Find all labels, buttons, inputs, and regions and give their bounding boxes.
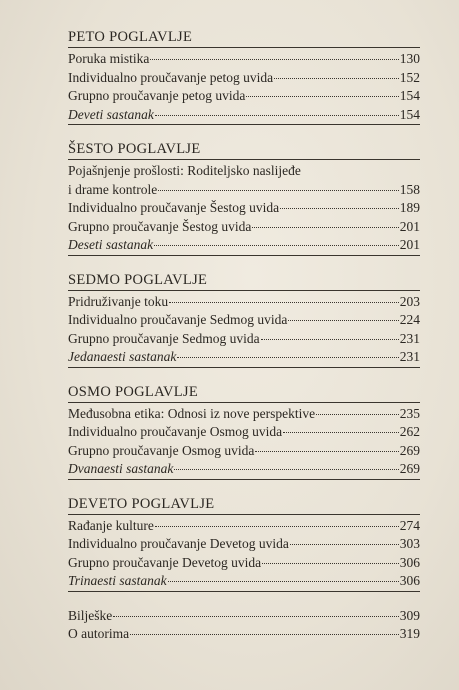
dot-leader — [283, 432, 399, 433]
toc-entry-page: 309 — [399, 607, 420, 623]
dot-leader — [255, 451, 398, 452]
dot-leader — [290, 544, 399, 545]
toc-entry-title: Individualno proučavanje Sedmog uvida — [68, 312, 288, 327]
dot-leader — [154, 245, 399, 246]
toc-entry-title: Grupno proučavanje petog uvida — [68, 88, 246, 103]
toc-entry-title: Grupno proučavanje Devetog uvida — [68, 554, 262, 570]
toc-entry-page: 306 — [399, 554, 420, 570]
chapter-section — [68, 28, 420, 125]
toc-entry-title: i drame kontrole — [68, 181, 158, 197]
toc-entry-page: 130 — [399, 51, 420, 66]
toc-entry-title: Individualno proučavanje Devetog uvida — [68, 536, 289, 551]
toc-entry-title: Bilješke — [68, 607, 113, 623]
chapter-heading: OSMO POGLAVLJE — [68, 383, 420, 403]
toc-meeting-entry — [68, 236, 420, 256]
toc-entry-page: 189 — [399, 200, 420, 215]
chapter-heading: DEVETO POGLAVLJE — [68, 495, 420, 515]
toc-meeting-entry — [68, 572, 420, 592]
dot-leader — [274, 78, 399, 79]
toc-entry-page: 201 — [399, 218, 420, 234]
dot-leader — [113, 616, 399, 617]
toc-entry — [68, 330, 420, 349]
toc-entry-page: 262 — [399, 424, 420, 439]
chapter-section — [68, 495, 420, 592]
toc-entry-title: Grupno proučavanje Sedmog uvida — [68, 330, 260, 346]
toc-entry-title: O autorima — [68, 626, 130, 641]
toc-entry-page: 319 — [399, 626, 420, 641]
toc-entry — [68, 535, 420, 554]
toc-entry-title: Dvanaesti sastanak — [68, 461, 174, 476]
dot-leader — [261, 339, 399, 340]
chapter-heading: ŠESTO POGLAVLJE — [68, 140, 420, 160]
toc-entry-page: 154 — [399, 106, 420, 122]
toc-entry-title: Individualno proučavanje Šestog uvida — [68, 200, 280, 215]
dot-leader — [280, 208, 399, 209]
dot-leader — [316, 414, 399, 415]
toc-entry-title: Jedanaesti sastanak — [68, 349, 177, 364]
dot-leader — [252, 227, 398, 228]
toc-entry — [68, 625, 420, 644]
toc-meeting-entry — [68, 106, 420, 126]
dot-leader — [150, 59, 398, 60]
chapter-section — [68, 383, 420, 480]
toc-entry-page: 269 — [399, 442, 420, 458]
toc-entry — [68, 50, 420, 69]
dot-leader — [288, 320, 398, 321]
toc-entry — [68, 69, 420, 88]
toc-entry-title: Pojašnjenje prošlosti: Roditeljsko naslijeđe — [68, 163, 301, 178]
toc-entry — [68, 181, 420, 200]
toc-entry-title: Pridruživanje toku — [68, 293, 169, 309]
toc-entry-title: Međusobna etika: Odnosi iz nove perspektive — [68, 405, 316, 421]
toc-entry — [68, 517, 420, 536]
toc-entry-page: 203 — [399, 293, 420, 309]
dot-leader — [262, 563, 399, 564]
dot-leader — [168, 581, 399, 582]
toc-entry-title: Poruka mistika — [68, 51, 150, 66]
toc-entry-title: Deseti sastanak — [68, 237, 154, 252]
toc-entry-page: 158 — [399, 181, 420, 197]
toc-entry — [68, 87, 420, 106]
toc-entry-page: 303 — [399, 536, 420, 551]
toc-entry — [68, 405, 420, 424]
toc-entry — [68, 199, 420, 218]
toc-entry-page: 201 — [399, 237, 420, 252]
toc-entry-title: Deveti sastanak — [68, 106, 154, 122]
toc-entry-page: 154 — [399, 88, 420, 103]
dot-leader — [174, 469, 398, 470]
toc-meeting-entry — [68, 460, 420, 480]
toc-entry-line — [68, 162, 420, 181]
chapter-section — [68, 140, 420, 256]
toc-entry-title: Rađanje kulture — [68, 517, 154, 533]
toc-entry-page: 224 — [399, 312, 420, 327]
table-of-contents — [68, 28, 420, 659]
toc-entry-page: 152 — [399, 69, 420, 85]
dot-leader — [155, 115, 399, 116]
toc-entry-title: Trinaesti sastanak — [68, 573, 167, 588]
chapter-section — [68, 271, 420, 368]
toc-entry-page: 231 — [399, 330, 420, 346]
back-matter-section — [68, 607, 420, 644]
toc-entry-title: Grupno proučavanje Šestog uvida — [68, 218, 252, 234]
toc-entry-page: 274 — [399, 517, 420, 533]
chapter-heading: PETO POGLAVLJE — [68, 28, 420, 48]
toc-entry-page: 306 — [399, 573, 420, 588]
toc-entry-page: 269 — [399, 461, 420, 476]
chapter-heading: SEDMO POGLAVLJE — [68, 271, 420, 291]
dot-leader — [246, 96, 398, 97]
toc-entry — [68, 311, 420, 330]
toc-entry — [68, 218, 420, 237]
dot-leader — [155, 526, 399, 527]
toc-entry-title: Individualno proučavanje petog uvida — [68, 69, 274, 85]
dot-leader — [177, 357, 398, 358]
toc-entry — [68, 293, 420, 312]
dot-leader — [158, 190, 399, 191]
toc-entry-title: Grupno proučavanje Osmog uvida — [68, 442, 255, 458]
toc-entry — [68, 423, 420, 442]
toc-entry-page: 235 — [399, 405, 420, 421]
toc-entry-page: 231 — [399, 349, 420, 364]
toc-entry — [68, 554, 420, 573]
toc-meeting-entry — [68, 348, 420, 368]
dot-leader — [169, 302, 399, 303]
toc-entry — [68, 442, 420, 461]
toc-entry-title: Individualno proučavanje Osmog uvida — [68, 424, 283, 439]
dot-leader — [130, 634, 399, 635]
toc-entry — [68, 607, 420, 626]
